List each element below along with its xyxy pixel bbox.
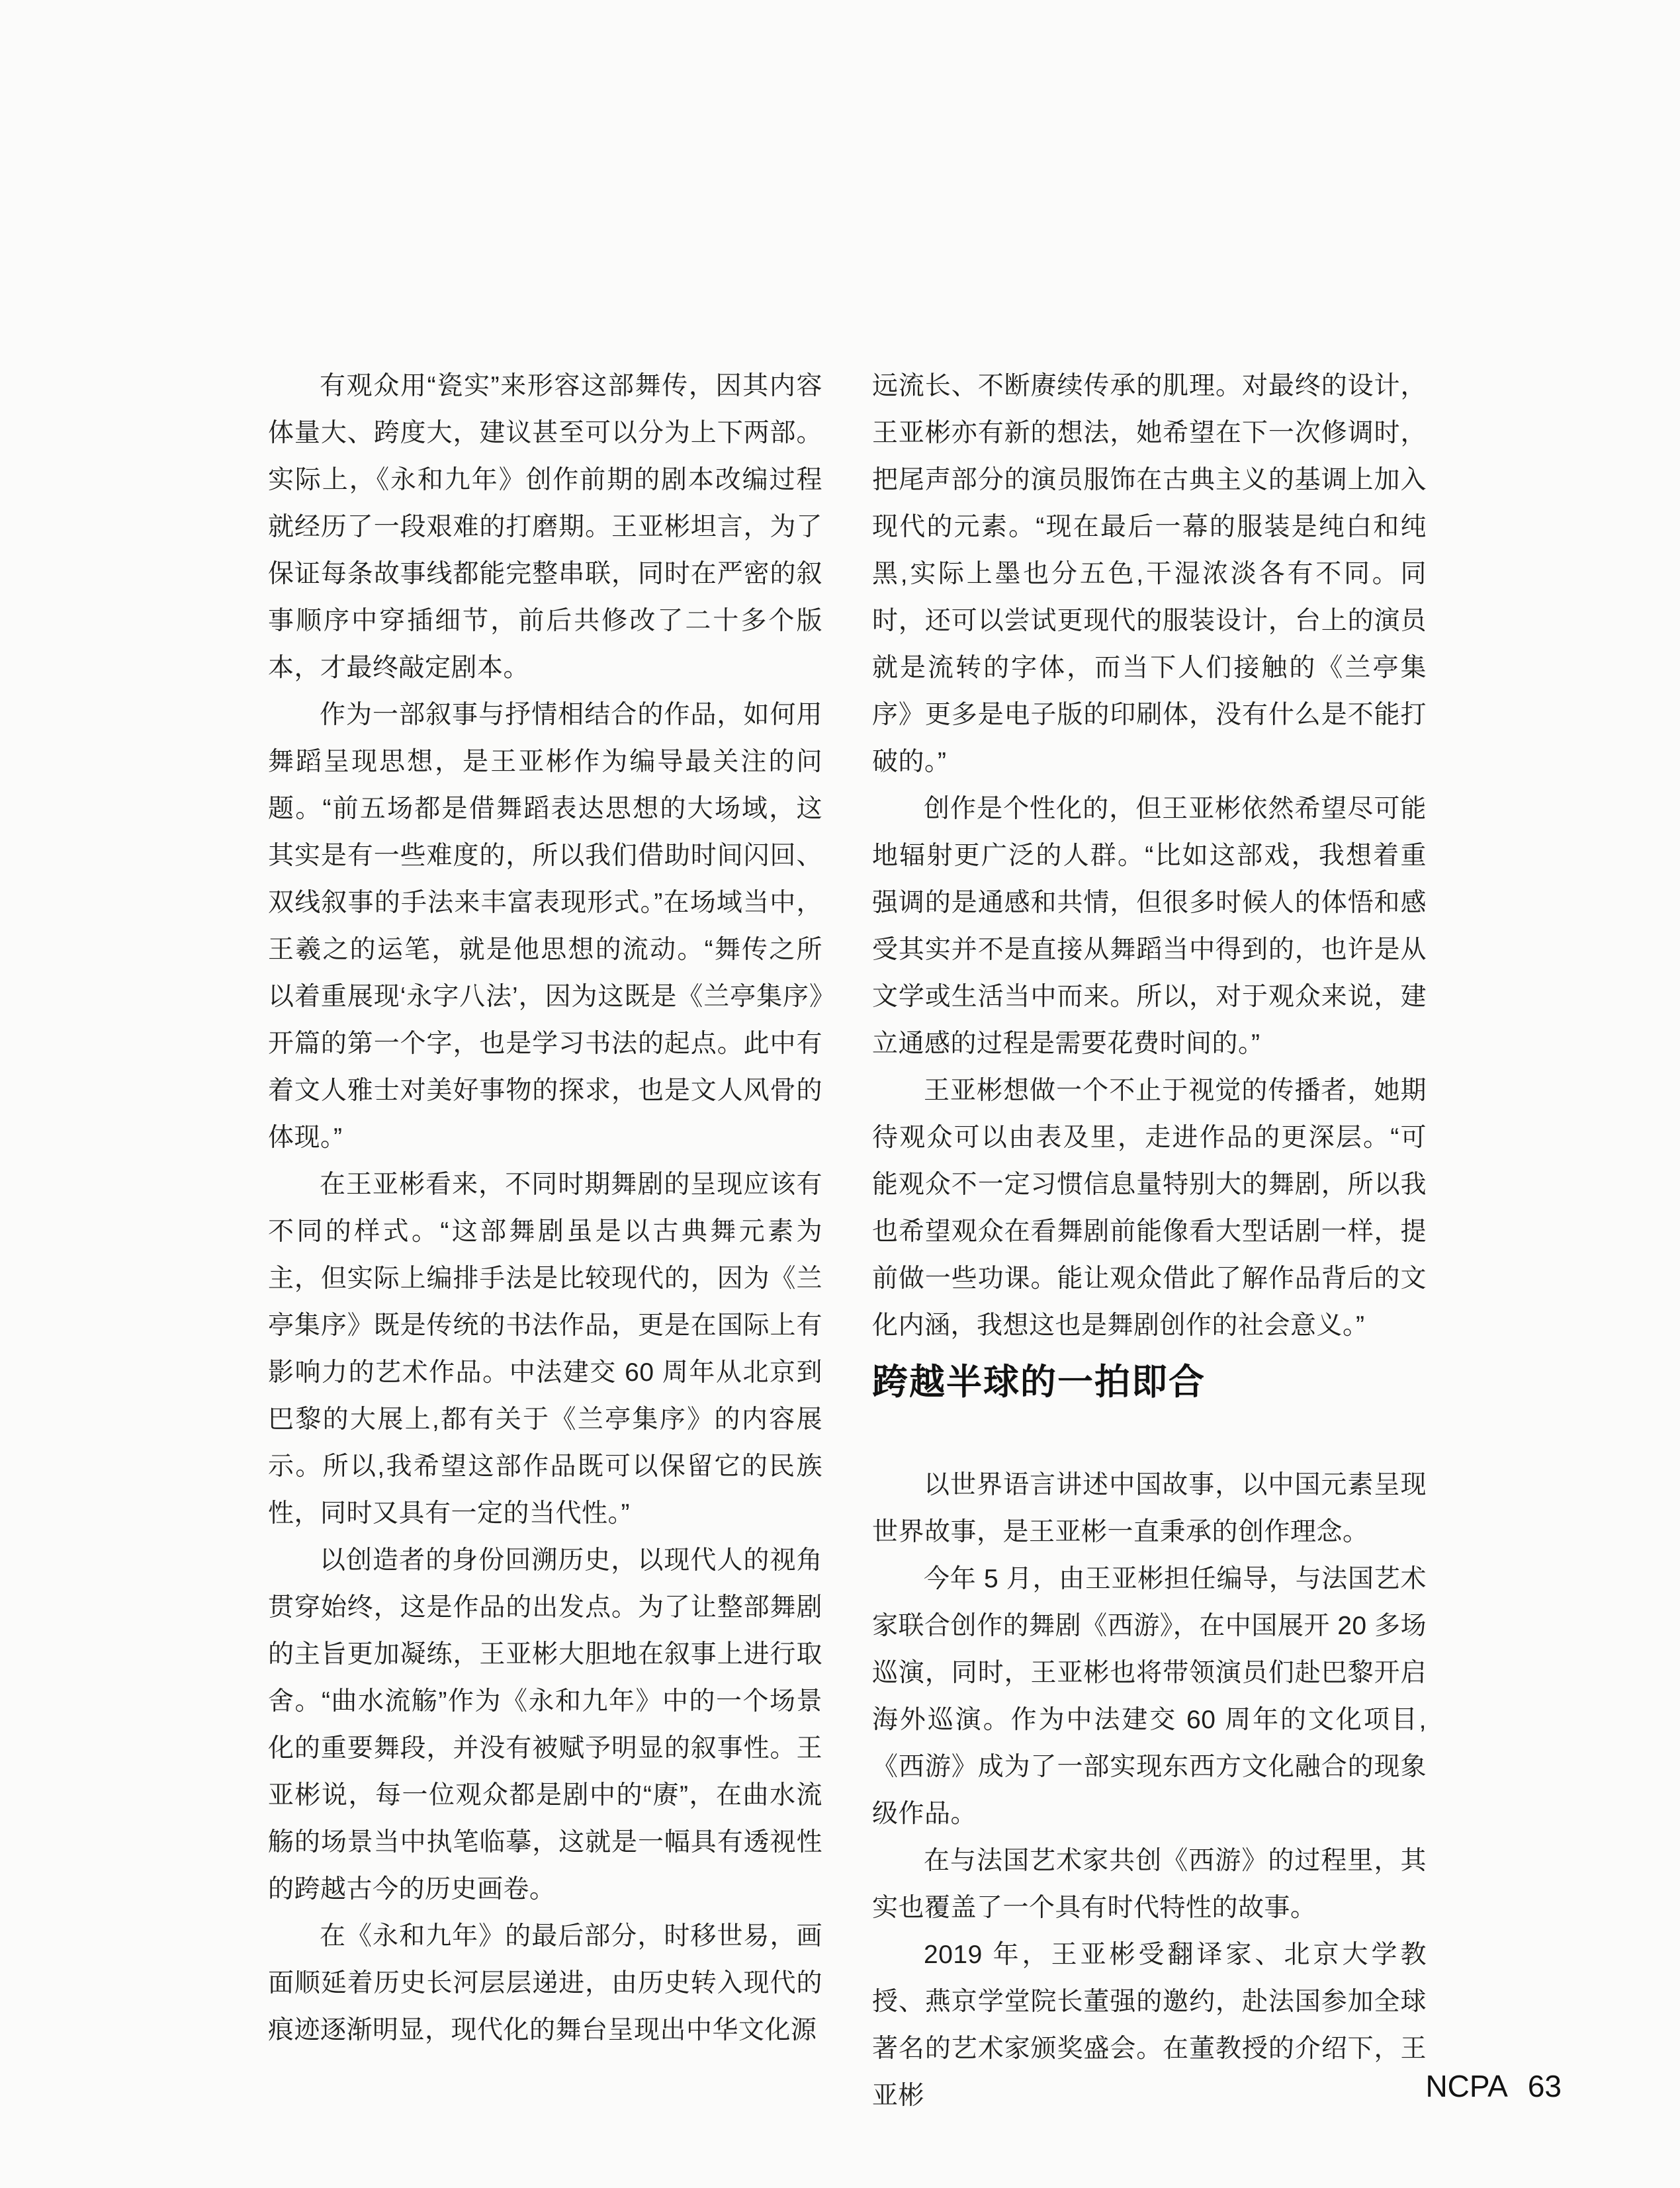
page-number: 63 [1527,2069,1562,2103]
body-paragraph: 今年 5 月，由王亚彬担任编导，与法国艺术家联合创作的舞剧《西游》，在中国展开 20 多场巡演，同时，王亚彬也将带领演员们赴巴黎开启海外巡演。作为中法建交 60 周年的文化项目,《西游》成为了一部实现东西方文化融合的现象级作品。 [872,1565,1427,1828]
section-heading: 跨越半球的一拍即合 [872,1362,1206,1402]
right-column [872,363,1427,2119]
body-paragraph: 2019 年，王亚彬受翻译家、北京大学教授、燕京学堂院长董强的邀约，赴法国参加全球著名的艺术家颁奖盛会。在董教授的介绍下，王亚彬 [872,1941,1427,2110]
body-paragraph: 在与法国艺术家共创《西游》的过程里，其实也覆盖了一个具有时代特性的故事。 [872,1847,1427,1922]
body-paragraph: 王亚彬想做一个不止于视觉的传播者，她期待观众可以由表及里，走进作品的更深层。“可能观众不一定习惯信息量特别大的舞剧，所以我也希望观众在看舞剧前能像看大型话剧一样，提前做一些功课。能让观众借此了解作品背后的文化内涵，我想这也是舞剧创作的社会意义。” [872,1076,1427,1340]
body-paragraph: 创作是个性化的，但王亚彬依然希望尽可能地辐射更广泛的人群。“比如这部戏，我想着重强调的是通感和共情，但很多时候人的体悟和感受其实并不是直接从舞蹈当中得到的，也许是从文学或生活当中而来。所以，对于观众来说，建立通感的过程是需要花费时间的。” [872,795,1427,1058]
body-paragraph: 以创造者的身份回溯历史，以现代人的视角贯穿始终，这是作品的出发点。为了让整部舞剧的主旨更加凝练，王亚彬大胆地在叙事上进行取舍。“曲水流觞”作为《永和九年》中的一个场景化的重要舞段，并没有被赋予明显的叙事性。王亚彬说，每一位观众都是剧中的“赓”，在曲水流觞的场景当中执笔临摹，这就是一幅具有透视性的跨越古今的历史画卷。 [268,1546,822,1904]
left-column [268,363,822,2054]
page-footer [1425,2070,1562,2103]
body-paragraph-continuation: 远流长、不断赓续传承的肌理。对最终的设计，王亚彬亦有新的想法，她希望在下一次修调时，把尾声部分的演员服饰在古典主义的基调上加入现代的元素。“现在最后一幕的服装是纯白和纯黑,实际上墨也分五色,干湿浓淡各有不同。同时，还可以尝试更现代的服装设计，台上的演员就是流转的字体，而当下人们接触的《兰亭集序》更多是电子版的印刷体，没有什么是不能打破的。” [872,372,1427,776]
body-paragraph: 有观众用“瓷实”来形容这部舞传，因其内容体量大、跨度大，建议甚至可以分为上下两部。实际上，《永和九年》创作前期的剧本改编过程就经历了一段艰难的打磨期。王亚彬坦言，为了保证每条故事线都能完整串联，同时在严密的叙事顺序中穿插细节，前后共修改了二十多个版本，才最终敲定剧本。 [268,372,822,682]
body-paragraph: 作为一部叙事与抒情相结合的作品，如何用舞蹈呈现思想，是王亚彬作为编导最关注的问题。“前五场都是借舞蹈表达思想的大场域，这其实是有一些难度的，所以我们借助时间闪回、双线叙事的手法来丰富表现形式。”在场域当中，王羲之的运笔，就是他思想的流动。“舞传之所以着重展现‘永字八法’，因为这既是《兰亭集序》开篇的第一个字，也是学习书法的起点。此中有着文人雅士对美好事物的探求，也是文人风骨的体现。” [268,701,822,1152]
magazine-brand: NCPA [1425,2069,1508,2103]
body-paragraph: 在《永和九年》的最后部分，时移世易，画面顺延着历史长河层层递进，由历史转入现代的痕迹逐渐明显，现代化的舞台呈现出中华文化源 [268,1922,822,2044]
body-paragraph: 在王亚彬看来，不同时期舞剧的呈现应该有不同的样式。“这部舞剧虽是以古典舞元素为主，但实际上编排手法是比较现代的，因为《兰亭集序》既是传统的书法作品，更是在国际上有影响力的艺术作品。中法建交 60 周年从北京到巴黎的大展上,都有关于《兰亭集序》的内容展示。所以,我希望这部作品既可以保留它的民族性，同时又具有一定的当代性。” [268,1170,822,1528]
body-paragraph: 以世界语言讲述中国故事，以中国元素呈现世界故事，是王亚彬一直秉承的创作理念。 [872,1471,1427,1546]
